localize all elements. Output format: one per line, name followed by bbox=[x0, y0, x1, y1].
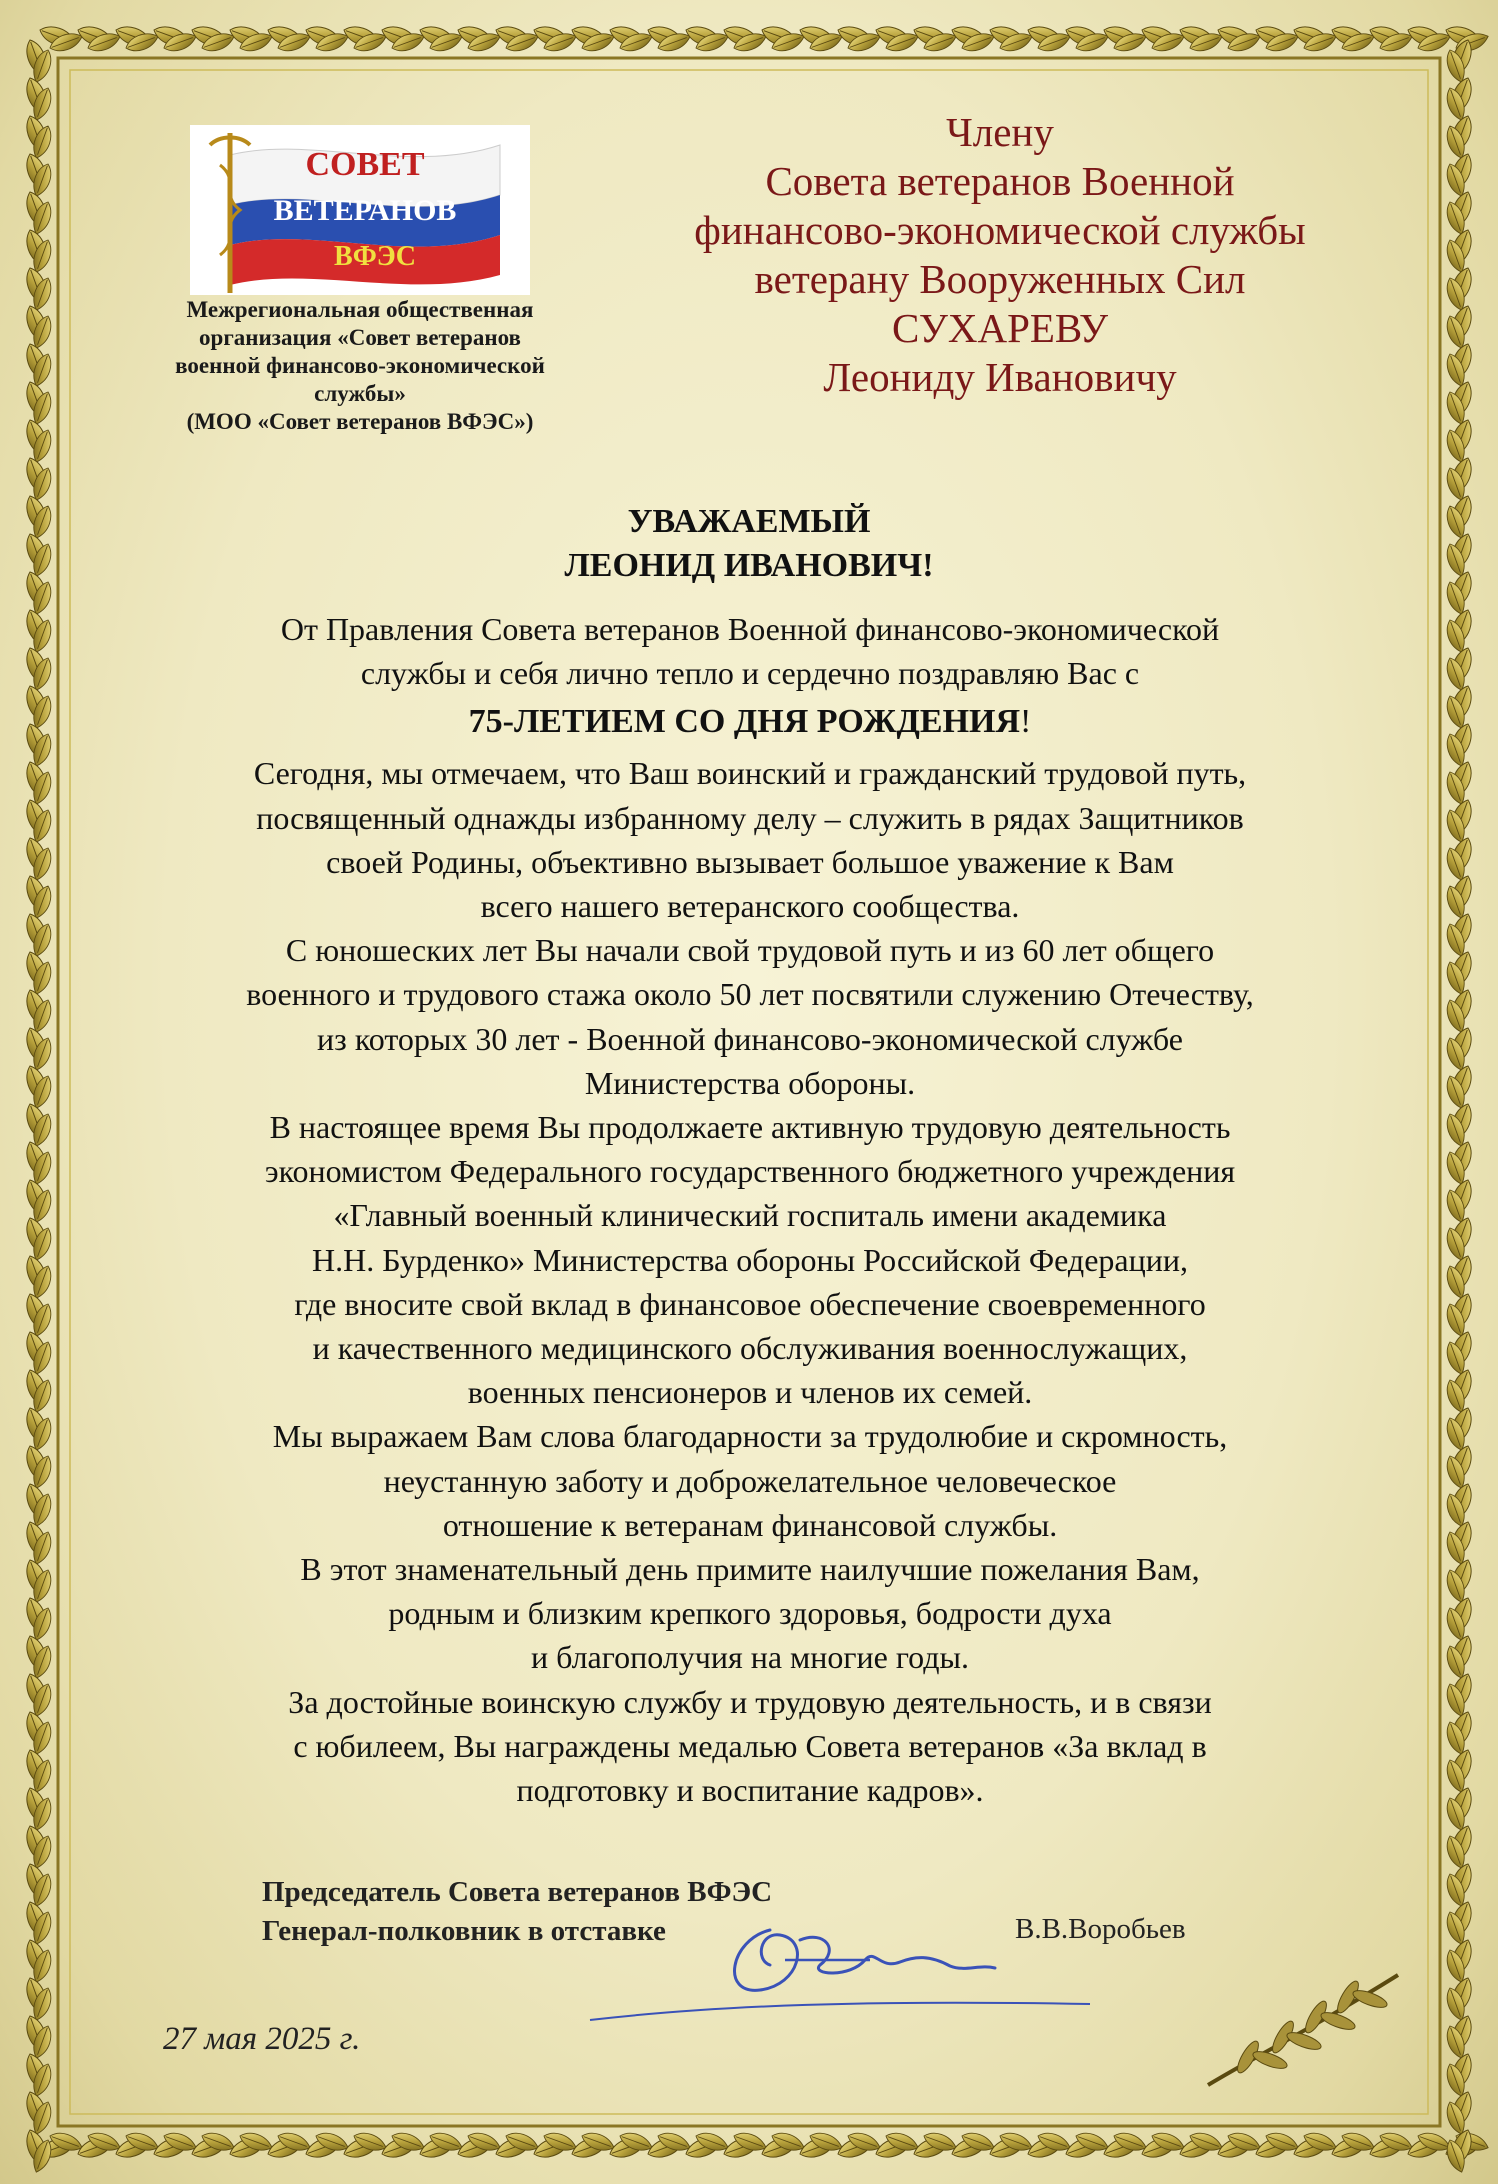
recipient-block bbox=[560, 108, 1440, 402]
letter-body bbox=[100, 607, 1400, 1812]
body-line: посвященный однажды избранному делу – служить в рядах Защитников bbox=[256, 799, 1244, 836]
organization-name bbox=[125, 296, 595, 436]
recipient-name: Леониду Ивановичу bbox=[823, 354, 1177, 400]
body-line: где вносите свой вклад в финансовое обеспечение своевременного bbox=[294, 1285, 1206, 1322]
greeting bbox=[0, 500, 1498, 588]
body-line: В этот знаменательный день примите наилучшие пожелания Вам, bbox=[300, 1551, 1200, 1588]
body-line: За достойные воинскую службу и трудовую деятельность, и в связи bbox=[288, 1683, 1212, 1720]
greeting-line-1: УВАЖАЕМЫЙ bbox=[627, 503, 871, 540]
logo-text-1: СОВЕТ bbox=[305, 146, 425, 183]
position-line-2: Генерал-полковник в отставке bbox=[262, 1915, 666, 1947]
org-line: (МОО «Совет ветеранов ВФЭС») bbox=[186, 409, 534, 434]
intro-line: службы и себя лично тепло и сердечно поздравляю Вас с bbox=[360, 655, 1140, 692]
org-line: организация «Совет ветеранов bbox=[199, 325, 521, 350]
recipient-surname: СУХАРЕВУ bbox=[892, 305, 1108, 351]
recipient-line: Совета ветеранов Военной bbox=[765, 158, 1235, 204]
logo-text-2: ВЕТЕРАНОВ bbox=[273, 194, 457, 227]
body-line: военных пенсионеров и членов их семей. bbox=[467, 1374, 1033, 1411]
body-line: Сегодня, мы отмечаем, что Ваш воинский и гражданский трудовой путь, bbox=[253, 755, 1247, 792]
body-line: С юношеских лет Вы начали свой трудовой путь и из 60 лет общего bbox=[285, 932, 1215, 969]
body-line: и качественного медицинского обслуживания военнослужащих, bbox=[312, 1330, 1188, 1367]
body-line: из которых 30 лет - Военной финансово-экономической службе bbox=[317, 1020, 1183, 1057]
org-line: военной финансово-экономической bbox=[175, 353, 545, 378]
anniversary-headline bbox=[100, 697, 1400, 747]
body-line: подготовку и воспитание кадров». bbox=[516, 1772, 984, 1809]
recipient-line: финансово-экономической службы bbox=[694, 207, 1306, 253]
laurel-branch-icon bbox=[1198, 1965, 1408, 2095]
body-line: Министерства обороны. bbox=[584, 1064, 916, 1101]
body-line: Н.Н. Бурденко» Министерства обороны Российской Федерации, bbox=[312, 1241, 1188, 1278]
body-line: своей Родины, объективно вызывает большое уважение к Вам bbox=[326, 843, 1174, 880]
body-paragraphs bbox=[100, 751, 1400, 1812]
body-line: В настоящее время Вы продолжаете активную трудовую деятельность bbox=[269, 1109, 1231, 1146]
intro-line: От Правления Совета ветеранов Военной финансово-экономической bbox=[280, 611, 1220, 647]
body-line: и благополучия на многие годы. bbox=[530, 1639, 970, 1676]
body-line: родным и близким крепкого здоровья, бодрости духа bbox=[388, 1595, 1112, 1632]
signatory-name: В.В.Воробьев bbox=[1015, 1913, 1186, 1945]
document-date: 27 мая 2025 г. bbox=[163, 2021, 361, 2057]
body-line: отношение к ветеранам финансовой службы. bbox=[442, 1506, 1058, 1543]
body-line: экономистом Федерального государственного бюджетного учреждения bbox=[264, 1153, 1236, 1190]
body-line: всего нашего ветеранского сообщества. bbox=[480, 888, 1020, 925]
body-line: с юбилеем, Вы награждены медалью Совета ветеранов «За вклад в bbox=[293, 1727, 1207, 1764]
body-line: неустанную заботу и доброжелательное человеческое bbox=[383, 1462, 1117, 1499]
headline-text: 75-ЛЕТИЕМ СО ДНЯ РОЖДЕНИЯ bbox=[468, 703, 1021, 741]
greeting-line-2: ЛЕОНИД ИВАНОВИЧ! bbox=[564, 547, 934, 584]
logo-text-3: ВФЭС bbox=[334, 241, 416, 272]
org-line: службы» bbox=[314, 381, 406, 406]
body-line: военного и трудового стажа около 50 лет посвятили служению Отечеству, bbox=[246, 976, 1254, 1013]
recipient-line: Члену bbox=[946, 109, 1054, 155]
recipient-line: ветерану Вооруженных Сил bbox=[754, 256, 1246, 302]
position-line-1: Председатель Совета ветеранов ВФЭС bbox=[262, 1876, 773, 1908]
organization-logo bbox=[190, 125, 530, 295]
body-line: Мы выражаем Вам слова благодарности за трудолюбие и скромность, bbox=[272, 1418, 1228, 1455]
body-line: «Главный военный клинический госпиталь имени академика bbox=[333, 1197, 1167, 1234]
org-line: Межрегиональная общественная bbox=[186, 297, 534, 322]
headline-suffix: ! bbox=[1020, 703, 1032, 741]
